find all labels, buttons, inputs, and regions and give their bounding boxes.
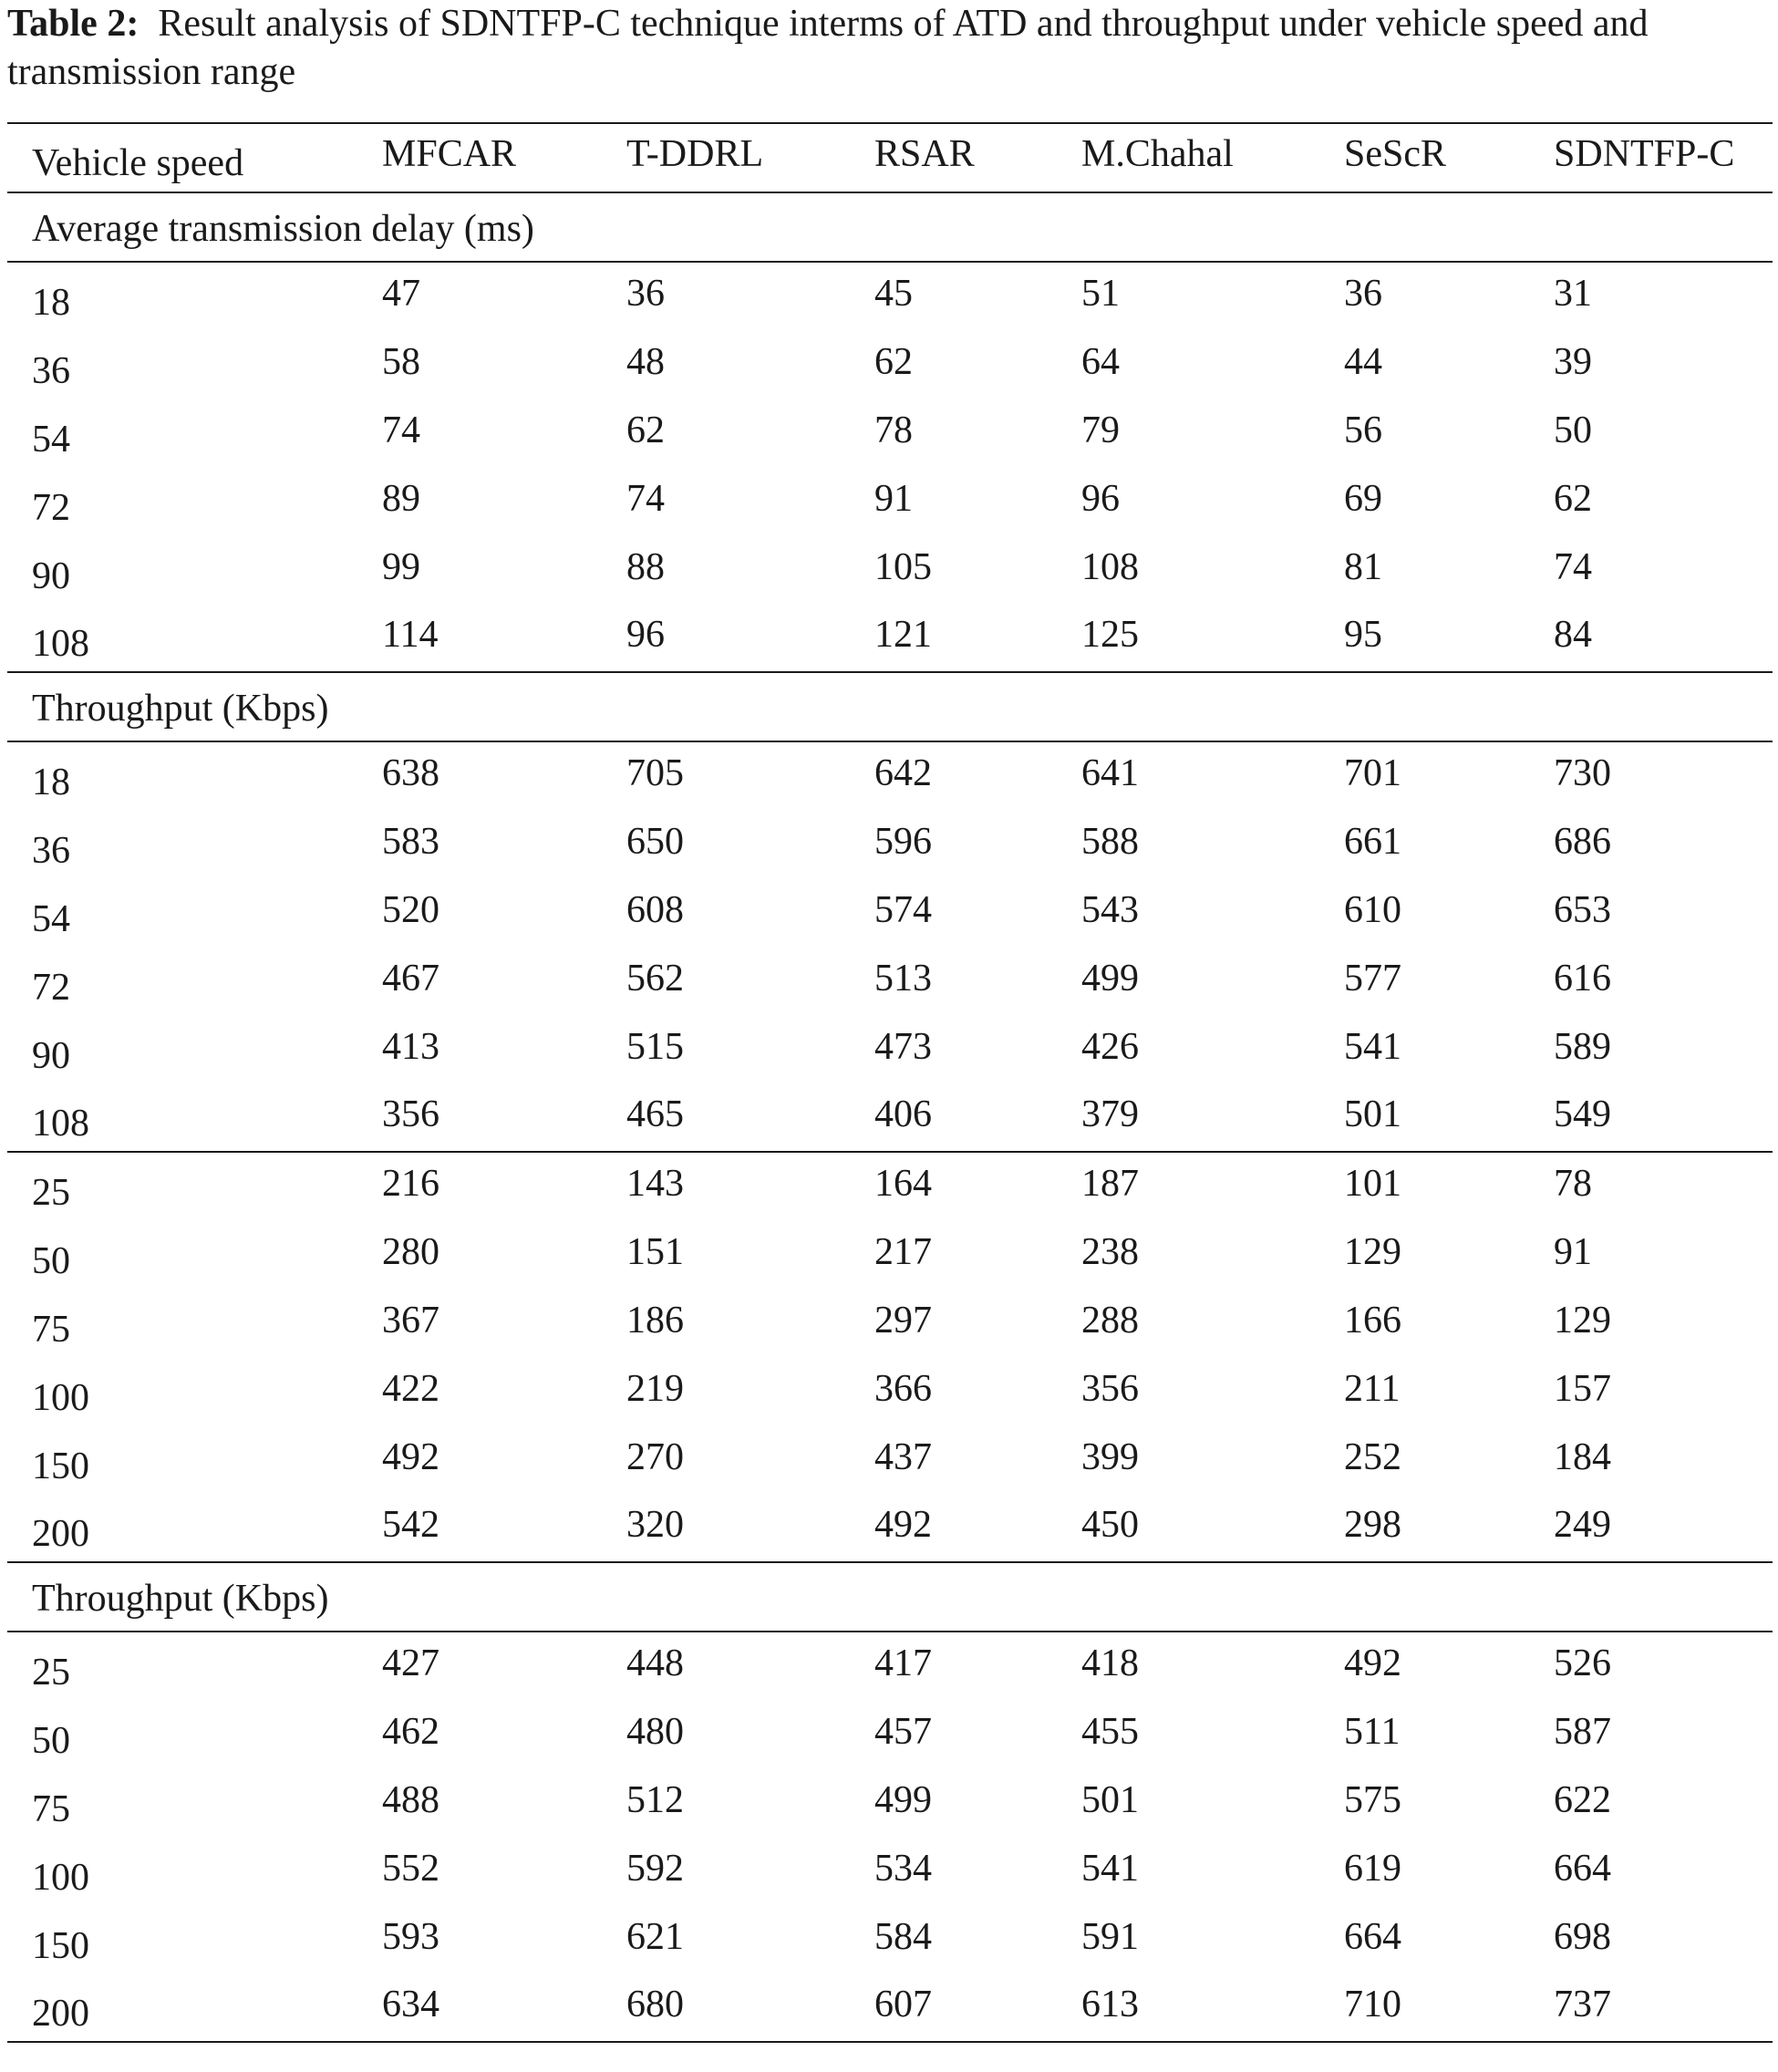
value-cell: 187 — [1081, 1163, 1139, 1205]
table-row — [7, 741, 1773, 810]
value-cell: 129 — [1344, 1230, 1401, 1273]
table-row — [7, 1289, 1773, 1357]
value-cell: 418 — [1081, 1642, 1139, 1684]
value-cell: 650 — [626, 820, 684, 863]
value-cell: 488 — [382, 1778, 439, 1821]
value-cell: 95 — [1344, 614, 1382, 656]
header-t-ddrl: T-DDRL — [626, 133, 764, 175]
value-cell: 413 — [382, 1025, 439, 1068]
section-heading-row — [7, 1562, 1773, 1632]
value-cell: 462 — [382, 1710, 439, 1753]
value-cell: 399 — [1081, 1435, 1139, 1478]
section-heading-row — [7, 192, 1773, 262]
row-label-cell: 18 — [32, 761, 70, 803]
table-row — [7, 1768, 1773, 1837]
value-cell: 680 — [626, 1984, 684, 2025]
table-row — [7, 1494, 1773, 1562]
value-cell: 280 — [382, 1230, 439, 1273]
value-cell: 101 — [1344, 1163, 1401, 1205]
value-cell: 534 — [874, 1847, 932, 1890]
row-label-cell: 54 — [32, 897, 70, 940]
value-cell: 62 — [874, 340, 913, 383]
table-row — [7, 1357, 1773, 1425]
header-rsar: RSAR — [874, 133, 975, 175]
value-cell: 164 — [874, 1163, 932, 1205]
value-cell: 48 — [626, 340, 665, 383]
row-label-cell: 200 — [32, 1993, 89, 2035]
value-cell: 129 — [1554, 1299, 1611, 1342]
value-cell: 619 — [1344, 1847, 1401, 1890]
table-row — [7, 1425, 1773, 1494]
value-cell: 520 — [382, 888, 439, 931]
value-cell: 465 — [626, 1093, 684, 1135]
value-cell: 664 — [1554, 1847, 1611, 1890]
value-cell: 661 — [1344, 820, 1401, 863]
value-cell: 593 — [382, 1915, 439, 1958]
value-cell: 406 — [874, 1093, 932, 1135]
value-cell: 79 — [1081, 409, 1120, 451]
value-cell: 541 — [1344, 1025, 1401, 1068]
results-table-container — [7, 122, 1773, 2043]
value-cell: 78 — [1554, 1163, 1592, 1205]
value-cell: 653 — [1554, 888, 1611, 931]
value-cell: 297 — [874, 1299, 932, 1342]
table-row — [7, 1700, 1773, 1768]
value-cell: 78 — [874, 409, 913, 451]
value-cell: 526 — [1554, 1642, 1611, 1684]
row-label-cell: 150 — [32, 1445, 89, 1487]
value-cell: 96 — [626, 614, 665, 656]
row-label-cell: 36 — [32, 349, 70, 392]
value-cell: 69 — [1344, 477, 1382, 520]
value-cell: 613 — [1081, 1984, 1139, 2025]
header-vehicle-speed: Vehicle speed — [32, 142, 244, 184]
value-cell: 437 — [874, 1435, 932, 1478]
value-cell: 217 — [874, 1230, 932, 1273]
table-body — [7, 192, 1773, 2042]
value-cell: 417 — [874, 1642, 932, 1684]
value-cell: 448 — [626, 1642, 684, 1684]
value-cell: 422 — [382, 1367, 439, 1410]
value-cell: 184 — [1554, 1435, 1611, 1478]
value-cell: 270 — [626, 1435, 684, 1478]
row-label-cell: 72 — [32, 486, 70, 529]
value-cell: 89 — [382, 477, 420, 520]
value-cell: 450 — [1081, 1504, 1139, 1546]
value-cell: 366 — [874, 1367, 932, 1410]
value-cell: 492 — [382, 1435, 439, 1478]
table-row — [7, 467, 1773, 535]
value-cell: 36 — [626, 273, 665, 315]
row-label-cell: 25 — [32, 1652, 70, 1694]
value-cell: 51 — [1081, 273, 1120, 315]
value-cell: 549 — [1554, 1093, 1611, 1135]
row-label-cell: 50 — [32, 1239, 70, 1282]
row-label-cell: 75 — [32, 1308, 70, 1351]
value-cell: 74 — [626, 477, 665, 520]
table-caption — [7, 0, 1776, 97]
row-label-cell: 108 — [32, 1103, 89, 1145]
header-row — [7, 123, 1773, 192]
value-cell: 634 — [382, 1984, 439, 2025]
value-cell: 492 — [874, 1504, 932, 1546]
value-cell: 642 — [874, 752, 932, 794]
table-row — [7, 604, 1773, 672]
value-cell: 622 — [1554, 1778, 1611, 1821]
value-cell: 238 — [1081, 1230, 1139, 1273]
row-label-cell: 150 — [32, 1924, 89, 1967]
value-cell: 638 — [382, 752, 439, 794]
value-cell: 62 — [626, 409, 665, 451]
value-cell: 501 — [1081, 1778, 1139, 1821]
value-cell: 320 — [626, 1504, 684, 1546]
value-cell: 143 — [626, 1163, 684, 1205]
value-cell: 50 — [1554, 409, 1592, 451]
table-header — [7, 123, 1773, 192]
table-row — [7, 330, 1773, 399]
value-cell: 591 — [1081, 1915, 1139, 1958]
value-cell: 575 — [1344, 1778, 1401, 1821]
value-cell: 467 — [382, 957, 439, 1000]
value-cell: 596 — [874, 820, 932, 863]
table-row — [7, 1083, 1773, 1152]
value-cell: 584 — [874, 1915, 932, 1958]
value-cell: 610 — [1344, 888, 1401, 931]
value-cell: 47 — [382, 273, 420, 315]
value-cell: 211 — [1344, 1367, 1401, 1410]
value-cell: 455 — [1081, 1710, 1139, 1753]
value-cell: 249 — [1554, 1504, 1611, 1546]
value-cell: 608 — [626, 888, 684, 931]
value-cell: 356 — [382, 1093, 439, 1135]
results-table — [7, 122, 1773, 2043]
value-cell: 151 — [626, 1230, 684, 1273]
table-row — [7, 1905, 1773, 1974]
value-cell: 589 — [1554, 1025, 1611, 1068]
table-row — [7, 1837, 1773, 1905]
value-cell: 513 — [874, 957, 932, 1000]
value-cell: 186 — [626, 1299, 684, 1342]
value-cell: 427 — [382, 1642, 439, 1684]
value-cell: 379 — [1081, 1093, 1139, 1135]
value-cell: 88 — [626, 545, 665, 588]
value-cell: 501 — [1344, 1093, 1401, 1135]
header-sdntfp-c: SDNTFP-C — [1554, 133, 1735, 175]
value-cell: 45 — [874, 273, 913, 315]
table-row — [7, 810, 1773, 878]
value-cell: 511 — [1344, 1710, 1401, 1753]
row-label-cell: 200 — [32, 1513, 89, 1555]
caption-label: Table 2: — [7, 3, 140, 45]
row-label-cell: 25 — [32, 1172, 70, 1214]
table-row — [7, 1152, 1773, 1220]
value-cell: 58 — [382, 340, 420, 383]
value-cell: 473 — [874, 1025, 932, 1068]
table-row — [7, 1015, 1773, 1083]
value-cell: 457 — [874, 1710, 932, 1753]
value-cell: 125 — [1081, 614, 1139, 656]
row-label-cell: 100 — [32, 1856, 89, 1899]
value-cell: 621 — [626, 1915, 684, 1958]
row-label-cell: 18 — [32, 282, 70, 324]
value-cell: 44 — [1344, 340, 1382, 383]
value-cell: 499 — [1081, 957, 1139, 1000]
section-heading-row — [7, 672, 1773, 741]
value-cell: 166 — [1344, 1299, 1401, 1342]
value-cell: 367 — [382, 1299, 439, 1342]
value-cell: 705 — [626, 752, 684, 794]
table-row — [7, 1974, 1773, 2042]
value-cell: 74 — [382, 409, 420, 451]
value-cell: 588 — [1081, 820, 1139, 863]
row-label-cell: 100 — [32, 1376, 89, 1419]
table-row — [7, 399, 1773, 467]
table-row — [7, 1220, 1773, 1289]
value-cell: 219 — [626, 1367, 684, 1410]
value-cell: 91 — [874, 477, 913, 520]
table-row — [7, 947, 1773, 1015]
row-label-cell: 90 — [32, 1034, 70, 1077]
value-cell: 587 — [1554, 1710, 1611, 1753]
value-cell: 543 — [1081, 888, 1139, 931]
value-cell: 74 — [1554, 545, 1592, 588]
value-cell: 577 — [1344, 957, 1401, 1000]
value-cell: 114 — [382, 614, 439, 656]
table-row — [7, 262, 1773, 330]
section-title: Throughput (Kbps) — [7, 672, 1773, 741]
row-label-cell: 36 — [32, 829, 70, 872]
value-cell: 121 — [874, 614, 932, 656]
row-label-cell: 50 — [32, 1719, 70, 1762]
value-cell: 157 — [1554, 1367, 1611, 1410]
value-cell: 710 — [1344, 1984, 1401, 2025]
value-cell: 492 — [1344, 1642, 1401, 1684]
table-row — [7, 1632, 1773, 1700]
section-title: Average transmission delay (ms) — [7, 192, 1773, 262]
value-cell: 480 — [626, 1710, 684, 1753]
value-cell: 252 — [1344, 1435, 1401, 1478]
value-cell: 542 — [382, 1504, 439, 1546]
row-label-cell: 72 — [32, 966, 70, 1009]
value-cell: 216 — [382, 1163, 439, 1205]
value-cell: 81 — [1344, 545, 1382, 588]
value-cell: 56 — [1344, 409, 1382, 451]
value-cell: 562 — [626, 957, 684, 1000]
value-cell: 512 — [626, 1778, 684, 1821]
value-cell: 96 — [1081, 477, 1120, 520]
value-cell: 515 — [626, 1025, 684, 1068]
value-cell: 641 — [1081, 752, 1139, 794]
value-cell: 36 — [1344, 273, 1382, 315]
row-label-cell: 54 — [32, 418, 70, 461]
value-cell: 592 — [626, 1847, 684, 1890]
value-cell: 607 — [874, 1984, 932, 2025]
value-cell: 583 — [382, 820, 439, 863]
value-cell: 426 — [1081, 1025, 1139, 1068]
value-cell: 62 — [1554, 477, 1592, 520]
value-cell: 108 — [1081, 545, 1139, 588]
value-cell: 664 — [1344, 1915, 1401, 1958]
row-label-cell: 108 — [32, 623, 89, 665]
value-cell: 737 — [1554, 1984, 1611, 2025]
value-cell: 64 — [1081, 340, 1120, 383]
value-cell: 552 — [382, 1847, 439, 1890]
value-cell: 686 — [1554, 820, 1611, 863]
value-cell: 105 — [874, 545, 932, 588]
header-mfcar: MFCAR — [382, 133, 517, 175]
value-cell: 730 — [1554, 752, 1611, 794]
value-cell: 288 — [1081, 1299, 1139, 1342]
value-cell: 356 — [1081, 1367, 1139, 1410]
value-cell: 701 — [1344, 752, 1401, 794]
value-cell: 616 — [1554, 957, 1611, 1000]
value-cell: 298 — [1344, 1504, 1401, 1546]
value-cell: 698 — [1554, 1915, 1611, 1958]
table-row — [7, 878, 1773, 947]
value-cell: 39 — [1554, 340, 1592, 383]
value-cell: 31 — [1554, 273, 1592, 315]
value-cell: 99 — [382, 545, 420, 588]
value-cell: 499 — [874, 1778, 932, 1821]
value-cell: 84 — [1554, 614, 1592, 656]
caption-text: Result analysis of SDNTFP-C technique interms of ATD and throughput under vehicle speed and transmission range — [7, 3, 1649, 93]
header-m-chahal: M.Chahal — [1081, 133, 1234, 175]
table-row — [7, 535, 1773, 604]
header-sescr: SeScR — [1344, 133, 1447, 175]
value-cell: 91 — [1554, 1230, 1592, 1273]
value-cell: 541 — [1081, 1847, 1139, 1890]
row-label-cell: 90 — [32, 554, 70, 597]
value-cell: 574 — [874, 888, 932, 931]
section-title: Throughput (Kbps) — [7, 1562, 1773, 1632]
row-label-cell: 75 — [32, 1787, 70, 1830]
